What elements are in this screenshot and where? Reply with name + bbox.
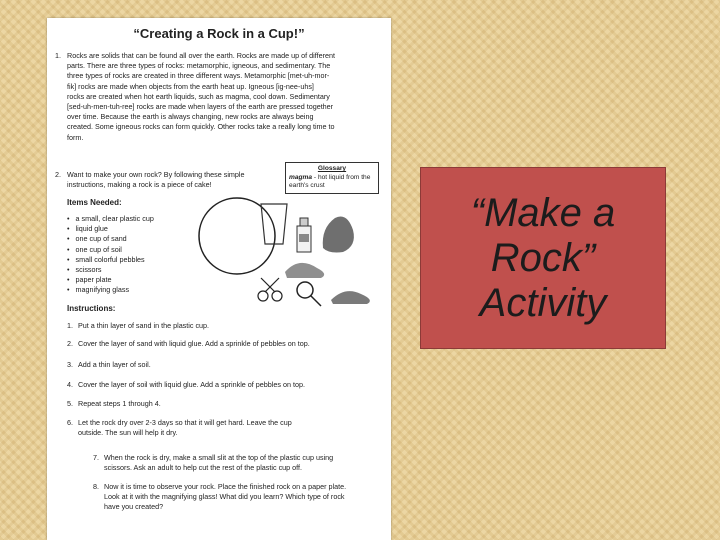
instruction-step <box>67 339 383 349</box>
scissors-icon <box>258 278 282 301</box>
paragraph-line: parts. There are three types of rocks: metamorphic, igneous, and sedimentary. The <box>67 61 331 71</box>
paragraph-line: over time. Because the earth is always changing, new rocks are always being <box>67 112 314 122</box>
step-text: Let the rock dry over 2-3 days so that it will get hard. Leave the cup <box>78 418 292 427</box>
list-item: • magnifying glass <box>67 285 154 295</box>
step-number: 6. <box>67 418 73 427</box>
step-text: Repeat steps 1 through 4. <box>78 399 161 408</box>
list-item: • one cup of soil <box>67 245 154 255</box>
step-number: 2. <box>67 339 73 348</box>
slide-title-line: Rock” <box>490 235 596 280</box>
paragraph-line: [sed-uh-men-tuh-ree] rocks are made when layers of the earth are pressed together <box>67 102 334 112</box>
step-text: Put a thin layer of sand in the plastic cup. <box>78 321 210 330</box>
supplies-illustration <box>197 186 387 311</box>
soil-pile-icon <box>331 291 370 304</box>
section-1-number: 1. <box>55 51 61 60</box>
list-item: • small colorful pebbles <box>67 255 154 265</box>
list-item: • scissors <box>67 265 154 275</box>
magnifying-glass-icon <box>297 282 321 306</box>
list-item: • one cup of sand <box>67 234 154 244</box>
slide-title-line: “Make a <box>470 190 616 235</box>
list-item: • a small, clear plastic cup <box>67 214 154 224</box>
step-text: have you created? <box>104 502 164 512</box>
instructions-heading: Instructions: <box>67 304 116 313</box>
section-2-number: 2. <box>55 170 61 179</box>
step-text: scissors. Ask an adult to help cut the rest of the plastic cup off. <box>104 463 303 473</box>
step-text: outside. The sun will help it dry. <box>78 428 178 438</box>
step-text: Add a thin layer of soil. <box>78 360 151 369</box>
step-number: 8. <box>93 482 99 491</box>
step-number: 1. <box>67 321 73 330</box>
instruction-step <box>93 453 385 473</box>
glue-bottle-icon <box>297 218 311 252</box>
step-text: Look at it with the magnifying glass! What did you learn? Which type of rock <box>104 492 345 502</box>
list-item: • paper plate <box>67 275 154 285</box>
step-text: Now it is time to observe your rock. Place the finished rock on a paper plate. <box>104 482 347 491</box>
step-number: 4. <box>67 380 73 389</box>
items-needed-heading: Items Needed: <box>67 198 122 207</box>
slide-title <box>433 191 653 326</box>
instruction-step <box>67 360 383 370</box>
pebbles-icon <box>323 217 354 253</box>
instruction-step <box>67 418 383 438</box>
section-1-paragraph <box>55 51 375 143</box>
list-item: • liquid glue <box>67 224 154 234</box>
paragraph-line: fik] rocks are made when objects from the earth heat up. Igneous [ig-nee-uhs] <box>67 81 314 91</box>
sand-pile-icon <box>285 263 324 278</box>
step-number: 3. <box>67 360 73 369</box>
paragraph-line: created. Some igneous rocks can form quickly. Other rocks take a really long time to <box>67 122 335 132</box>
worksheet-title: “Creating a Rock in a Cup!” <box>133 26 305 41</box>
paragraph-line: form. <box>67 132 84 142</box>
glossary-definition: - hot liquid from the earth's crust <box>289 173 371 189</box>
instruction-step <box>67 380 383 390</box>
glossary-title: Glossary <box>317 165 347 172</box>
step-text: Cover the layer of sand with liquid glue. Add a sprinkle of pebbles on top. <box>78 339 310 348</box>
instruction-step <box>93 482 385 513</box>
paragraph-line: Rocks are solids that can be found all over the earth. Rocks are made up of different <box>67 51 335 60</box>
paragraph-line: Want to make your own rock? By following these simple <box>67 170 245 179</box>
slide-title-line: Activity <box>479 280 607 325</box>
step-text: When the rock is dry, make a small slit at the top of the plastic cup using <box>104 453 334 462</box>
glossary-term: magma <box>289 173 313 181</box>
instruction-step <box>67 399 383 409</box>
items-list <box>67 214 154 296</box>
step-text: Cover the layer of soil with liquid glue. Add a sprinkle of pebbles on top. <box>78 380 305 389</box>
paragraph-line: three types of rocks are created in three different ways. Metamorphic [met-uh-mor- <box>67 71 330 81</box>
worksheet-page <box>47 18 391 540</box>
paragraph-line: rocks are created when hot earth liquids, such as magma, cool down. Sedimentary <box>67 91 330 101</box>
step-number: 7. <box>93 453 99 462</box>
step-number: 5. <box>67 399 73 408</box>
paragraph-line: instructions, making a rock is a piece of cake! <box>67 180 212 190</box>
instruction-step <box>67 321 383 331</box>
slide-title-box <box>420 167 666 349</box>
